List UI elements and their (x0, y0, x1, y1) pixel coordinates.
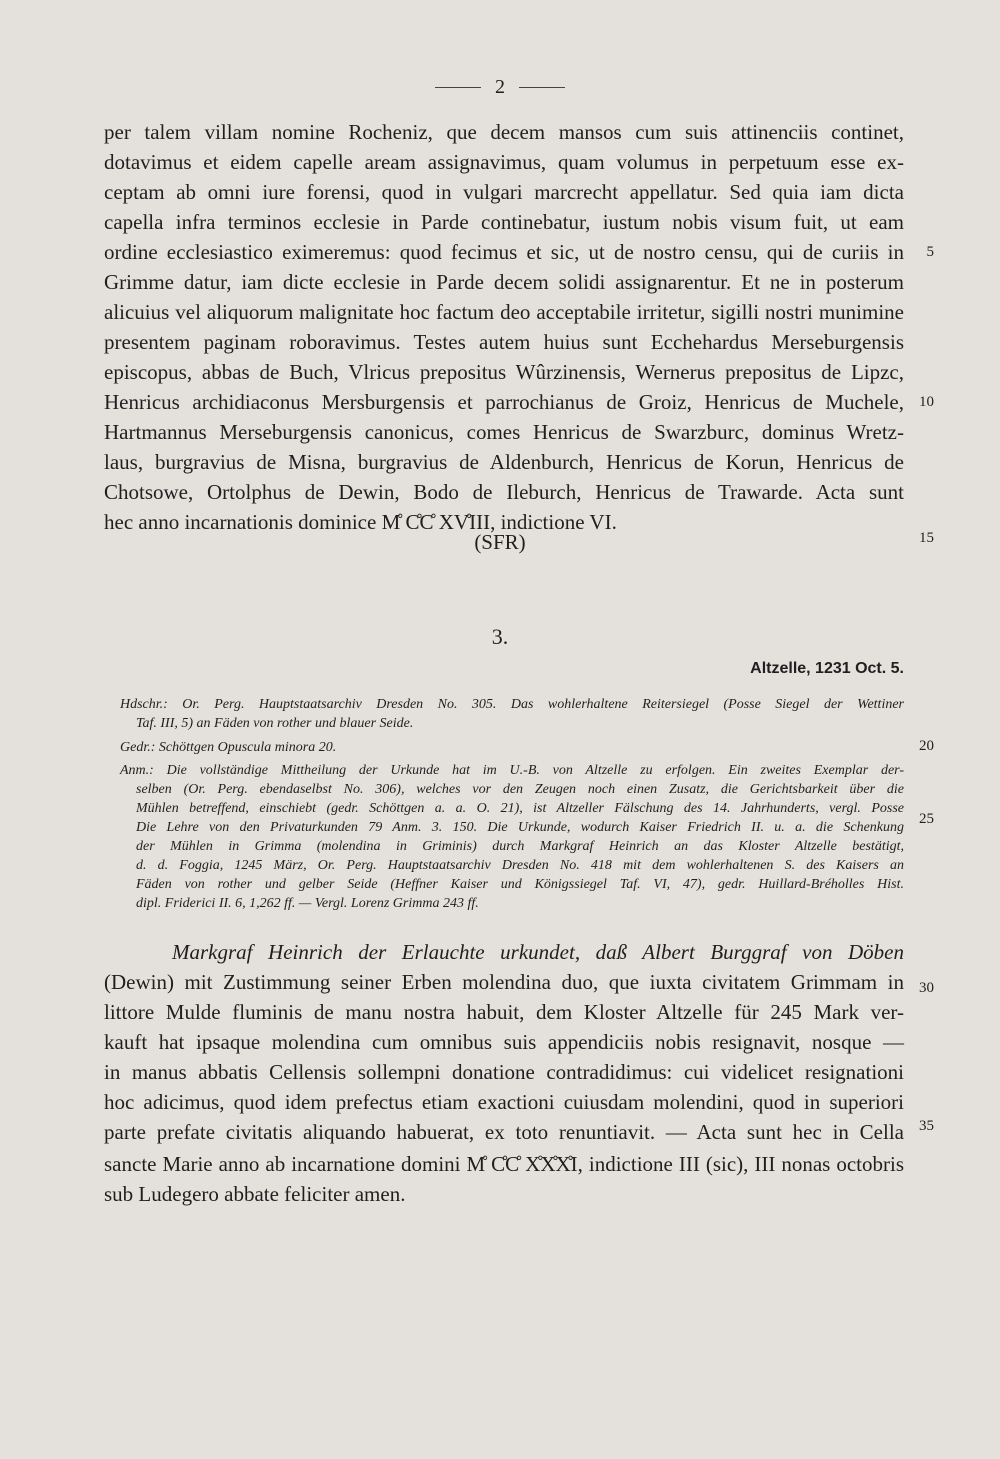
regest-line: hoc adicimus, quod idem prefectus etiam exactioni cuiusdam molendini, quod in superiori (104, 1090, 904, 1114)
apparatus-note-line: selben (Or. Perg. ebendaselbst No. 306), welches vor den Zeugen noch einen Zusatz, die Gerichtsbarkeit über die (136, 782, 904, 797)
document-number: 3. (491, 624, 509, 649)
regest-line: sancte Marie anno ab incarnatione domini M̊ C̊C̊ X̊X̊X̊I, indictione III (sic), III nonas octobris (104, 1152, 904, 1176)
charter-line: laus, burgravius de Misna, burgravius de Aldenburch, Henricus de Korun, Henricus de (104, 450, 904, 474)
apparatus-note-line: Mühlen betreffend, einschiebt (gedr. Schöttgen a. a. O. 21), ist Altzeller Fälschung des 14. Jahrhunderts, vergl. Posse (136, 801, 904, 816)
apparatus-note-line: Anm.: Die vollständige Mittheilung der Urkunde hat im U.-B. von Altzelle zu erfolgen. Ein zweites Exemplar der- (120, 763, 904, 778)
charter-line: ceptam ab omni iure forensi, quod in vulgari marcrecht appellatur. Sed quia iam dicta (104, 180, 904, 204)
document-header: Altzelle, 1231 Oct. 5. (750, 660, 904, 677)
charter-line: Henricus archidiaconus Mersburgensis et parrochianus de Groiz, Henricus de Muchele, (104, 390, 904, 414)
page-number-row (400, 72, 600, 102)
siglum: (SFR) (474, 530, 526, 554)
apparatus-note-line: Hdschr.: Or. Perg. Hauptstaatsarchiv Dresden No. 305. Das wohlerhaltene Reitersiegel (Posse Siegel der Wettiner (120, 697, 904, 712)
regest-line: in manus abbatis Cellensis sollempni donatione contradidimus: cui videlicet resignationi (104, 1060, 904, 1084)
margin-line-number: 10 (919, 394, 934, 410)
charter-line: dotavimus et eidem capelle aream assignavimus, quam volumus in perpetuum esse ex- (104, 150, 904, 174)
regest-line: kauft hat ipsaque molendina cum omnibus suis appendiciis nobis resignavit, nosque — (104, 1030, 904, 1054)
charter-line: ordine ecclesiastico eximeremus: quod fecimus et sic, ut de nostro censu, qui de curiis in (104, 240, 904, 264)
margin-line-number: 15 (919, 530, 934, 546)
charter-line: alicuius vel aliquorum malignitate hoc factum deo acceptabile irritetur, sigilli nostri munimine (104, 300, 904, 324)
charter-line: per talem villam nomine Rocheniz, que decem mansos cum suis attinenciis continet, (104, 120, 904, 144)
charter-line: hec anno incarnationis dominice M̊ C̊C̊ XV̊III, indictione VI. (104, 510, 617, 534)
charter-line: episcopus, abbas de Buch, Vlricus prepositus Wûrzinensis, Wernerus prepositus de Lipzc, (104, 360, 904, 384)
margin-line-number: 25 (919, 811, 934, 827)
regest-line: littore Mulde fluminis de manu nostra habuit, dem Kloster Altzelle für 245 Mark ver- (104, 1000, 904, 1024)
margin-line-number: 5 (926, 244, 934, 260)
regest-line: parte prefate civitatis aliquando habuerat, ex toto renuntiavit. — Acta sunt hec in Cella (104, 1120, 904, 1144)
regest-line: Markgraf Heinrich der Erlauchte urkundet, daß Albert Burggraf von Döben (172, 940, 904, 964)
margin-line-number: 30 (919, 980, 934, 996)
page-number-rule-right (519, 87, 565, 88)
apparatus-note-line: der Mühlen in Grimma (molendina in Griminis) durch Markgraf Heinrich an das Kloster Altzelle bestätigt, (136, 839, 904, 854)
page-number: 2 (495, 75, 505, 98)
apparatus-note-line: d. d. Foggia, 1245 März, Or. Perg. Hauptstaatsarchiv Dresden No. 418 mit dem wohlerhaltenen S. des Kaisers an (136, 858, 904, 873)
charter-line: Chotsowe, Ortolphus de Dewin, Bodo de Ileburch, Henricus de Trawarde. Acta sunt (104, 480, 904, 504)
charter-line: presentem paginam roboravimus. Testes autem huius sunt Ecchehardus Merseburgensis (104, 330, 904, 354)
apparatus-note-line: dipl. Friderici II. 6, 1,262 ff. — Vergl. Lorenz Grimma 243 ff. (136, 896, 479, 911)
regest-line: (Dewin) mit Zustimmung seiner Erben molendina duo, que iuxta civitatem Grimmam in (104, 970, 904, 994)
charter-line: capella infra terminos ecclesie in Parde continebatur, iustum nobis visum fuit, ut eam (104, 210, 904, 234)
regest-line: sub Ludegero abbate feliciter amen. (104, 1182, 406, 1206)
apparatus-note-line: Die Lehre von den Privaturkunden 79 Anm. 3. 150. Die Urkunde, wodurch Kaiser Friedrich II. u. a. die Schenkung (136, 820, 904, 835)
page-number-rule-left (435, 87, 481, 88)
apparatus-note-line: Taf. III, 5) an Fäden von rother und blauer Seide. (136, 716, 414, 731)
apparatus-note-line: Fäden von rother und gelber Seide (Heffner Kaiser und Königssiegel Taf. VI, 47), gedr. Huillard-Bréholles Hist. (136, 877, 904, 892)
margin-line-number: 20 (919, 738, 934, 754)
charter-line: Grimme datur, iam dicte ecclesie in Parde decem solidi assignarentur. Et ne in posterum (104, 270, 904, 294)
margin-line-number: 35 (919, 1118, 934, 1134)
charter-line: Hartmannus Merseburgensis canonicus, comes Henricus de Swarzburc, dominus Wretz- (104, 420, 904, 444)
apparatus-note-line: Gedr.: Schöttgen Opuscula minora 20. (120, 740, 337, 755)
